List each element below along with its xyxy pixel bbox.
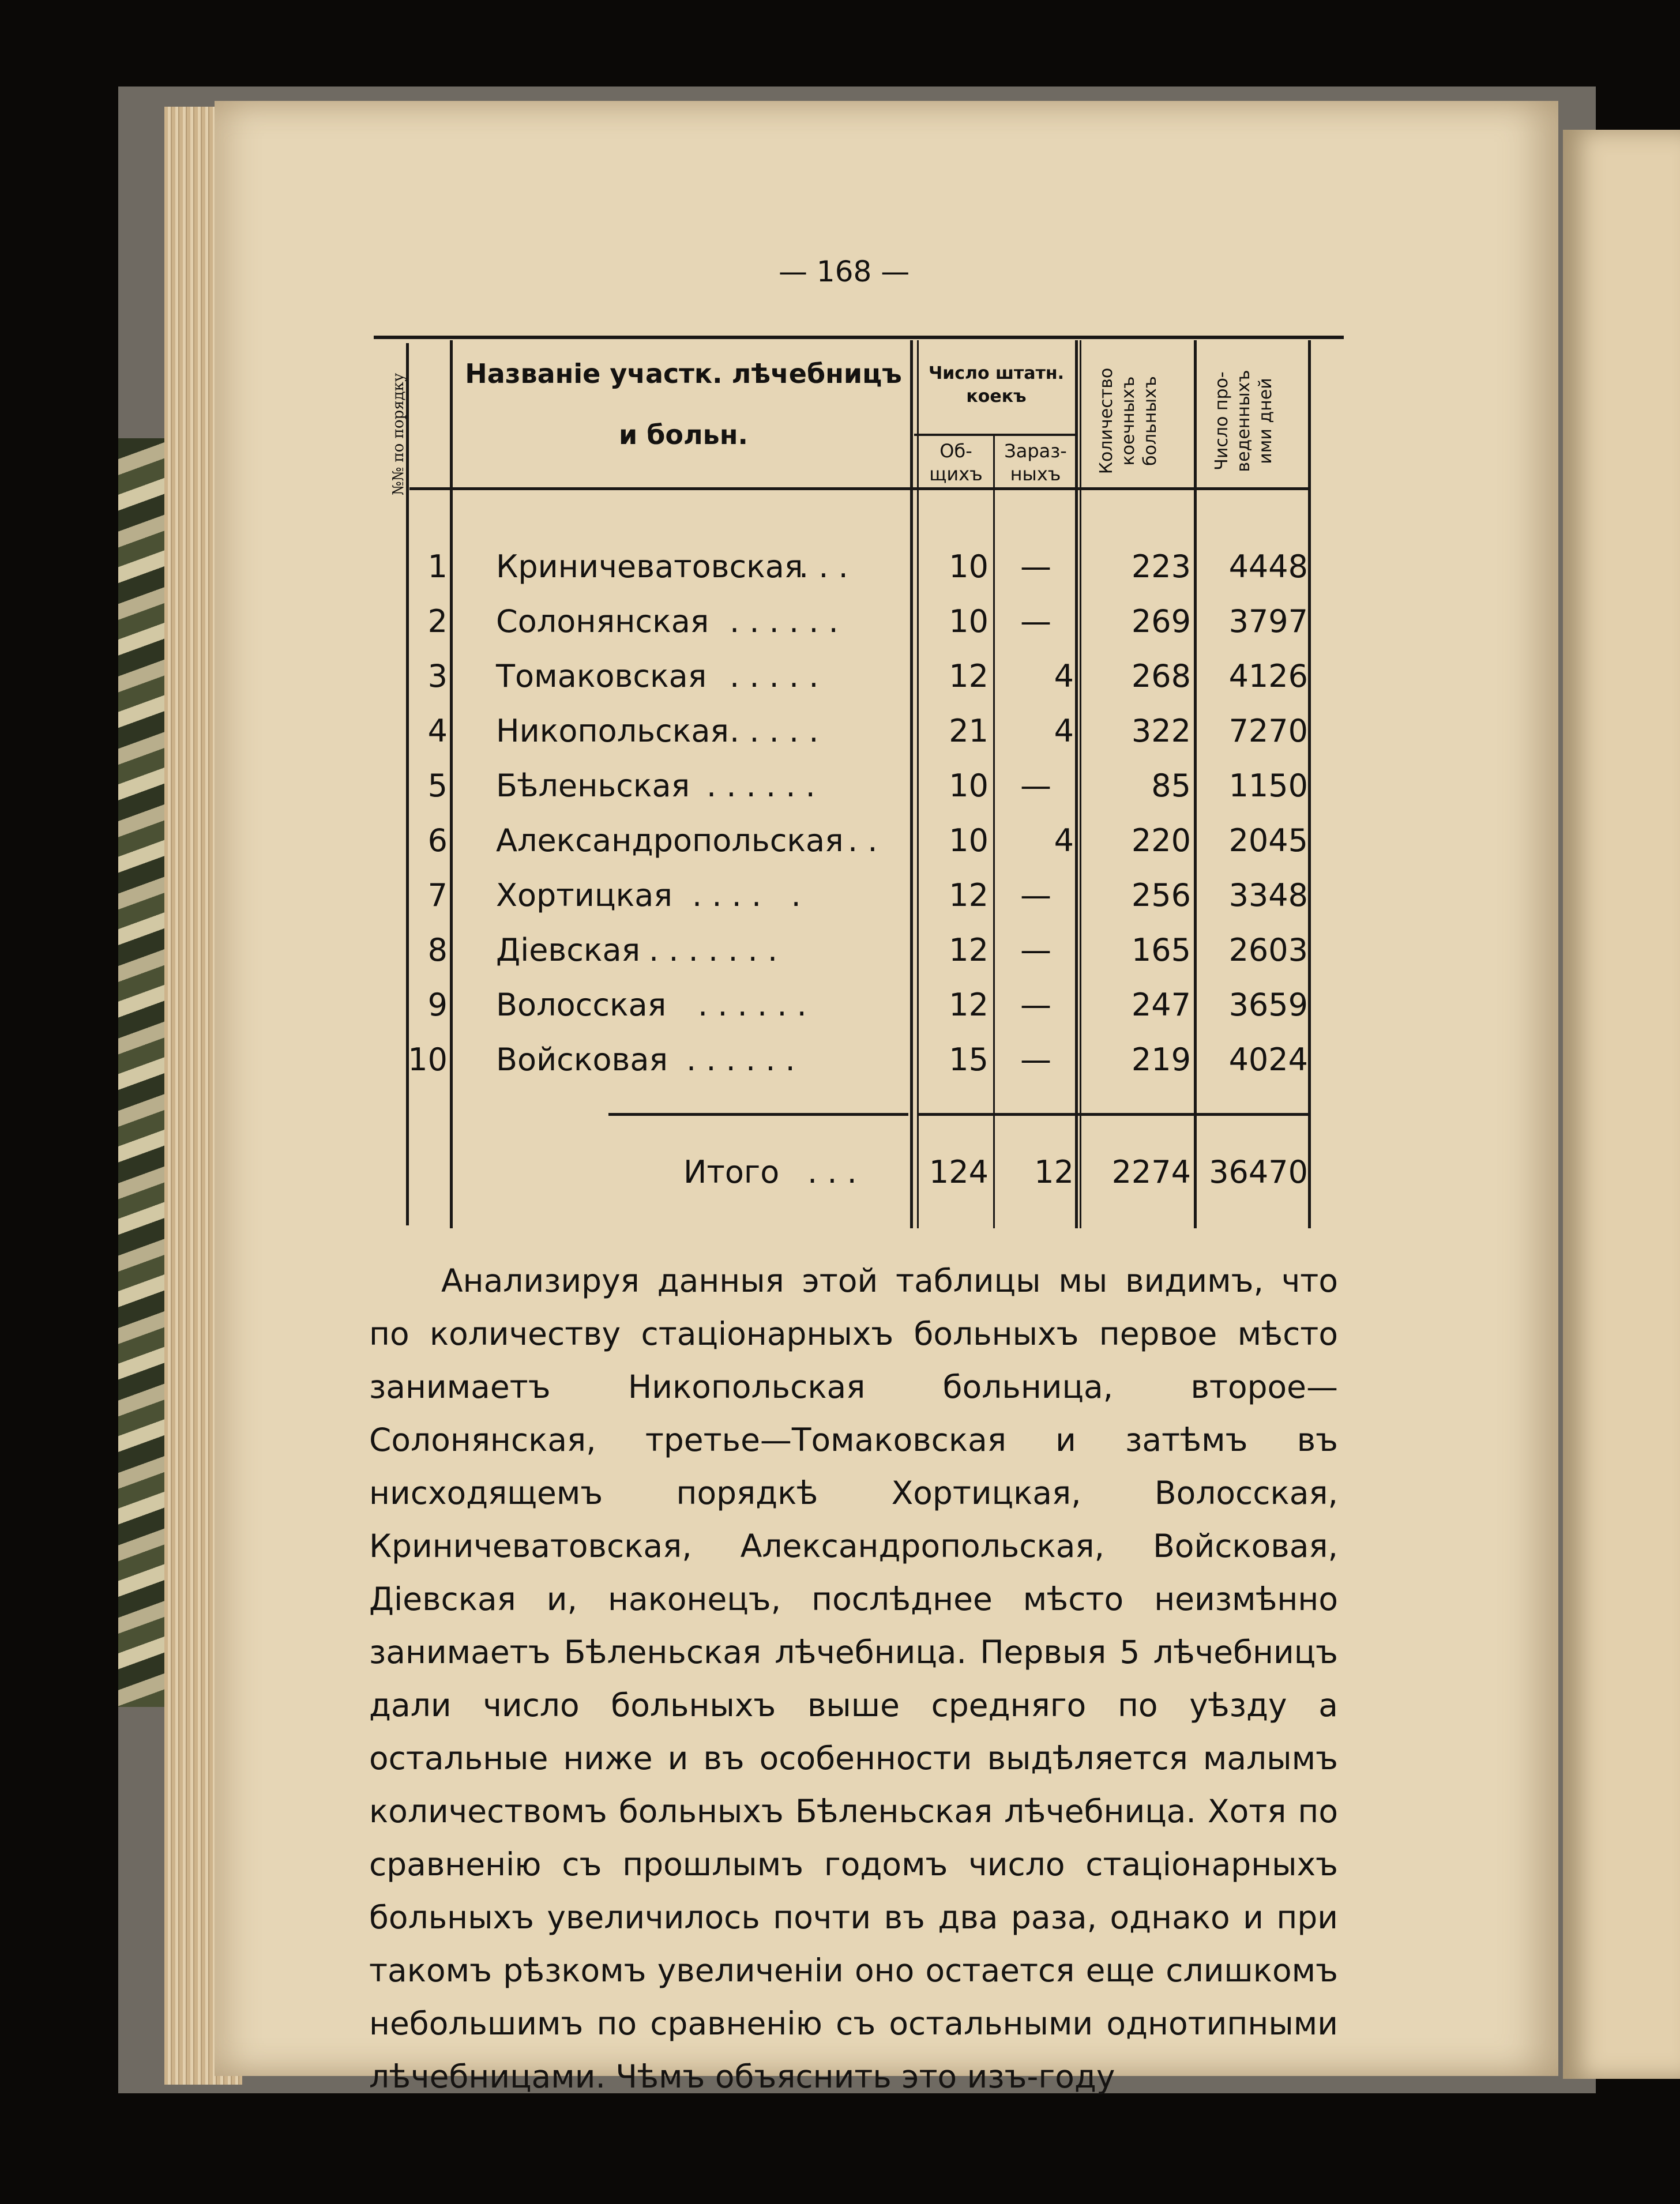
leader-dots: . . . . . (730, 713, 819, 749)
inpatients: 223 (1131, 548, 1191, 585)
patient-days: 3797 (1228, 603, 1308, 640)
general-beds: 21 (949, 713, 989, 749)
inpatients: 268 (1131, 658, 1191, 694)
column-line (1194, 340, 1197, 1228)
patient-days: 1150 (1228, 768, 1308, 804)
general-beds: 12 (949, 987, 989, 1023)
hospital-name: Бѣленьская (496, 768, 690, 804)
total-general-beds: 124 (929, 1154, 989, 1190)
hospital-name: Діевская (496, 932, 641, 968)
patient-days: 2045 (1228, 822, 1308, 859)
total-separator-left (608, 1113, 908, 1116)
infectious-beds: — (1020, 987, 1051, 1023)
inpatients: 322 (1131, 713, 1191, 749)
row-index: 10 (408, 1041, 448, 1078)
table-top-rule (374, 336, 1344, 339)
hospital-name: Волосская (496, 987, 667, 1023)
leader-dots: . . . . . . (730, 603, 839, 640)
leader-dots: . . . . . (692, 877, 801, 913)
infectious-beds: — (1020, 768, 1051, 804)
infectious-beds: 4 (1054, 822, 1074, 859)
infectious-beds: — (1020, 932, 1051, 968)
column-line (1080, 340, 1081, 1228)
general-beds: 10 (949, 548, 989, 585)
hospital-name: Александропольская (496, 822, 844, 859)
hospital-name: Томаковская (496, 658, 707, 694)
row-index: 8 (427, 932, 448, 968)
patient-days: 2603 (1228, 932, 1308, 968)
row-index: 5 (427, 768, 448, 804)
marbled-endpaper (118, 438, 167, 1707)
leader-dots: . . . (807, 1154, 857, 1190)
hospital-name: Криничеватовская (496, 548, 803, 585)
inpatients: 269 (1131, 603, 1191, 640)
row-index: 3 (427, 658, 448, 694)
general-beds: 15 (949, 1041, 989, 1078)
total-infectious-beds: 12 (1034, 1154, 1074, 1190)
general-beds: 10 (949, 822, 989, 859)
hospital-name: Никопольская (496, 713, 729, 749)
general-beds: 12 (949, 658, 989, 694)
facing-page (1563, 130, 1680, 2079)
general-beds: 12 (949, 932, 989, 968)
leader-dots: . . . . . . (698, 987, 807, 1023)
leader-dots: . . . . . . (686, 1041, 795, 1078)
row-index: 4 (427, 713, 448, 749)
total-label: Итого (683, 1154, 780, 1190)
infectious-beds: 4 (1054, 713, 1074, 749)
total-separator-right (917, 1113, 1309, 1116)
column-line (910, 340, 913, 1228)
inpatients: 85 (1151, 768, 1191, 804)
column-line (1308, 340, 1311, 1228)
sub-header-rule (914, 434, 1076, 436)
leader-dots: . . . . . (730, 658, 819, 694)
header-days: Число про- веденныхъ ими дней (1212, 370, 1276, 472)
header-index: №№ по порядку (390, 373, 407, 496)
inpatients: 256 (1131, 877, 1191, 913)
infectious-beds: — (1020, 603, 1051, 640)
leader-dots: . . . . . . (706, 768, 815, 804)
patient-days: 7270 (1228, 713, 1308, 749)
row-index: 9 (427, 987, 448, 1023)
header-infectious: Зараз- ныхъ (1004, 440, 1067, 485)
row-index: 2 (427, 603, 448, 640)
hospital-name: Войсковая (496, 1041, 668, 1078)
header-beds-group: Число штатн. коекъ (928, 363, 1065, 407)
hospital-name: Солонянская (496, 603, 709, 640)
patient-days: 3348 (1228, 877, 1308, 913)
patient-days: 3659 (1228, 987, 1308, 1023)
row-index: 7 (427, 877, 448, 913)
infectious-beds: 4 (1054, 658, 1074, 694)
infectious-beds: — (1020, 548, 1051, 585)
header-bottom-rule (409, 487, 1309, 490)
leader-dots: . . . . . . . (649, 932, 778, 968)
leader-dots: . . . (799, 548, 848, 585)
column-line (993, 435, 995, 1228)
header-name: Названіе участк. лѣчебницъ и больн. (465, 358, 902, 450)
leader-dots: . . (848, 822, 878, 859)
column-line (1075, 340, 1078, 1228)
hospital-name: Хортицкая (496, 877, 672, 913)
general-beds: 10 (949, 603, 989, 640)
patient-days: 4126 (1228, 658, 1308, 694)
inpatients: 219 (1131, 1041, 1191, 1078)
infectious-beds: — (1020, 877, 1051, 913)
general-beds: 10 (949, 768, 989, 804)
row-index: 1 (427, 548, 448, 585)
total-inpatients: 2274 (1111, 1154, 1191, 1190)
general-beds: 12 (949, 877, 989, 913)
header-patients: Количество коечныхъ больныхъ (1096, 367, 1160, 475)
row-index: 6 (427, 822, 448, 859)
total-patient-days: 36470 (1209, 1154, 1308, 1190)
body-paragraph: Анализируя данныя этой таблицы мы видимъ, что по количеству стаціонарныхъ больныхъ первое мѣсто занимаетъ Никопольская больница, второе—Солонянская, третье—Томаковская и затѣмъ въ нисходящемъ порядкѣ Хортицкая, Волосская, Криничеватовская, Александропольская, Войсковая, Діевская и, наконецъ, послѣднее мѣсто неизмѣнно занимаетъ Бѣленьская лѣчебница. Первыя 5 лѣчебницъ дали число больныхъ выше средняго по уѣзду а остальные ниже и въ особенности выдѣляется малымъ количествомъ больныхъ Бѣленьская лѣчебница. Хотя по сравненію съ прошлымъ годомъ число стаціонарныхъ больныхъ увеличилось почти въ два раза, однако и при такомъ рѣзкомъ увеличеніи оно остается еще слишкомъ небольшимъ по сравненію съ остальными однотипными лѣчебницами. Чѣмъ объяснить это изъ-году (369, 1262, 1338, 2095)
infectious-beds: — (1020, 1041, 1051, 1078)
patient-days: 4448 (1228, 548, 1308, 585)
inpatients: 220 (1131, 822, 1191, 859)
patient-days: 4024 (1228, 1041, 1308, 1078)
column-line (450, 340, 453, 1228)
header-general: Об- щихъ (929, 440, 983, 485)
inpatients: 247 (1131, 987, 1191, 1023)
inpatients: 165 (1131, 932, 1191, 968)
page-number: — 168 — (779, 255, 910, 288)
